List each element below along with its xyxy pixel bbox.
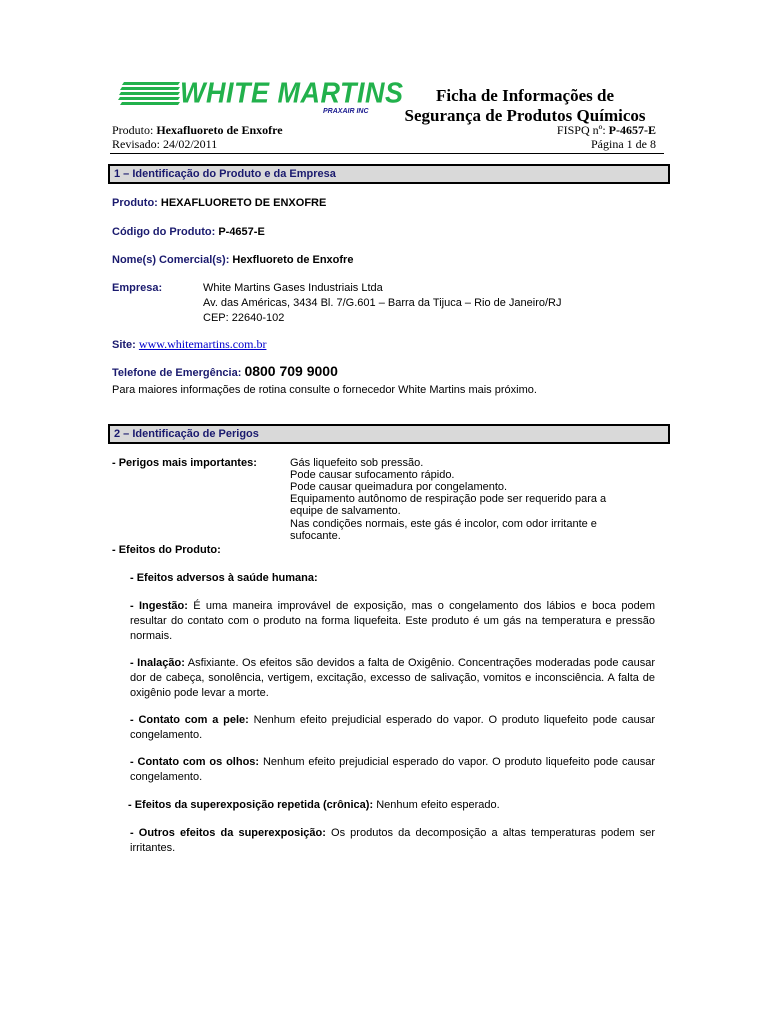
perigos-line-1: Gás liquefeito sob pressão. bbox=[290, 457, 424, 469]
company-logo bbox=[118, 77, 404, 118]
telefone-row bbox=[112, 364, 338, 380]
section1-heading: 1 – Identificação do Produto e da Empresa bbox=[108, 164, 670, 184]
perigos-label: - Perigos mais importantes: bbox=[112, 457, 257, 469]
header-product-label: Produto: bbox=[112, 123, 154, 137]
site-link[interactable]: www.whitemartins.com.br bbox=[138, 337, 267, 351]
empresa-line-2: Av. das Américas, 3434 Bl. 7/G.601 – Barra da Tijuca – Rio de Janeiro/RJ bbox=[203, 297, 562, 309]
site-label: Site: bbox=[112, 339, 136, 351]
header-page-number: Página 1 de 8 bbox=[591, 137, 656, 151]
produto-value: HEXAFLUORETO DE ENXOFRE bbox=[160, 197, 327, 209]
produto-row bbox=[112, 196, 326, 210]
logo-tagline: PRAXAIR INC bbox=[323, 108, 369, 115]
empresa-line-3: CEP: 22640-102 bbox=[203, 312, 285, 324]
perigos-line-2: Pode causar sufocamento rápido. bbox=[290, 469, 455, 481]
outros-text: Os produtos da decomposição a altas temperaturas podem ser irritantes. bbox=[130, 827, 656, 854]
pele-text: Nenhum efeito prejudicial esperado do vapor. O produto liquefeito pode causar congelamento. bbox=[130, 714, 655, 741]
header-divider bbox=[110, 153, 664, 154]
perigos-line-4: Equipamento autônomo de respiração pode ser requerido para a bbox=[290, 493, 607, 505]
header-fispq-value: P-4657-E bbox=[608, 123, 656, 137]
header-revised: Revisado: 24/02/2011 bbox=[112, 137, 218, 151]
adversos-label: - Efeitos adversos à saúde humana: bbox=[130, 572, 318, 584]
produto-label: Produto: bbox=[112, 197, 158, 209]
inalacao-text: Asfixiante. Os efeitos são devidos a falta de Oxigênio. Concentrações moderadas pode causar dor de cabeça, sonolência, vertigem, excitação, excesso de salivação, vomitos e inconsciência. A falta de oxigênio pode levar a morte. bbox=[130, 657, 656, 699]
empresa-label: Empresa: bbox=[112, 282, 163, 294]
cronica-label: - Efeitos da superexposição repetida (crônica): bbox=[128, 799, 374, 811]
document-title-line1: Ficha de Informações de bbox=[435, 86, 614, 105]
codigo-label: Código do Produto: bbox=[112, 226, 216, 238]
cronica-row bbox=[128, 798, 500, 812]
olhos-label: - Contato com os olhos: bbox=[130, 756, 260, 768]
perigos-line-3: Pode causar queimadura por congelamento. bbox=[290, 481, 508, 493]
olhos-text: Nenhum efeito prejudicial esperado do vapor. O produto liquefeito pode causar congelamento. bbox=[130, 756, 655, 783]
telefone-label: Telefone de Emergência: bbox=[112, 367, 242, 379]
site-row bbox=[112, 337, 266, 352]
inalacao-paragraph bbox=[130, 656, 655, 701]
telefone-value: 0800 709 9000 bbox=[244, 363, 338, 379]
nomes-label: Nome(s) Comercial(s): bbox=[112, 254, 230, 266]
header-fispq bbox=[557, 123, 656, 138]
inalacao-label: - Inalação: bbox=[130, 657, 185, 669]
cronica-text: Nenhum efeito esperado. bbox=[376, 799, 500, 811]
codigo-value: P-4657-E bbox=[218, 226, 265, 238]
perigos-line-6: Nas condições normais, este gás é incolor, com odor irritante e bbox=[290, 518, 597, 530]
nomes-row bbox=[112, 253, 353, 267]
outros-paragraph bbox=[130, 826, 655, 856]
perigos-line-5: equipe de salvamento. bbox=[290, 505, 401, 517]
logo-stripes-icon bbox=[118, 80, 182, 106]
nomes-value: Hexfluoreto de Enxofre bbox=[232, 254, 354, 266]
header-fispq-label: FISPQ nº: bbox=[556, 123, 606, 137]
outros-label: - Outros efeitos da superexposição: bbox=[130, 827, 326, 839]
empresa-line-1: White Martins Gases Industriais Ltda bbox=[203, 282, 383, 294]
logo-wordmark: WHITE MARTINS bbox=[180, 77, 404, 109]
header-product bbox=[112, 123, 283, 138]
ingestao-label: - Ingestão: bbox=[130, 600, 188, 612]
perigos-line-7: sufocante. bbox=[290, 530, 341, 542]
section2-heading: 2 – Identificação de Perigos bbox=[108, 424, 670, 444]
codigo-row bbox=[112, 225, 265, 239]
efeitos-label: - Efeitos do Produto: bbox=[112, 544, 221, 556]
ingestao-paragraph bbox=[130, 599, 655, 644]
telefone-note: Para maiores informações de rotina consulte o fornecedor White Martins mais próximo. bbox=[112, 384, 537, 396]
pele-label: - Contato com a pele: bbox=[130, 714, 249, 726]
document-title-line2: Segurança de Produtos Químicos bbox=[404, 106, 646, 125]
ingestao-text: É uma maneira improvável de exposição, mas o congelamento dos lábios e boca podem resultar do contato com o produto na forma liquefeita. Este produto é um gás na temperatura e pressão normais. bbox=[130, 600, 655, 642]
olhos-paragraph bbox=[130, 755, 655, 785]
pele-paragraph bbox=[130, 713, 655, 743]
header-product-value: Hexafluoreto de Enxofre bbox=[156, 123, 283, 137]
